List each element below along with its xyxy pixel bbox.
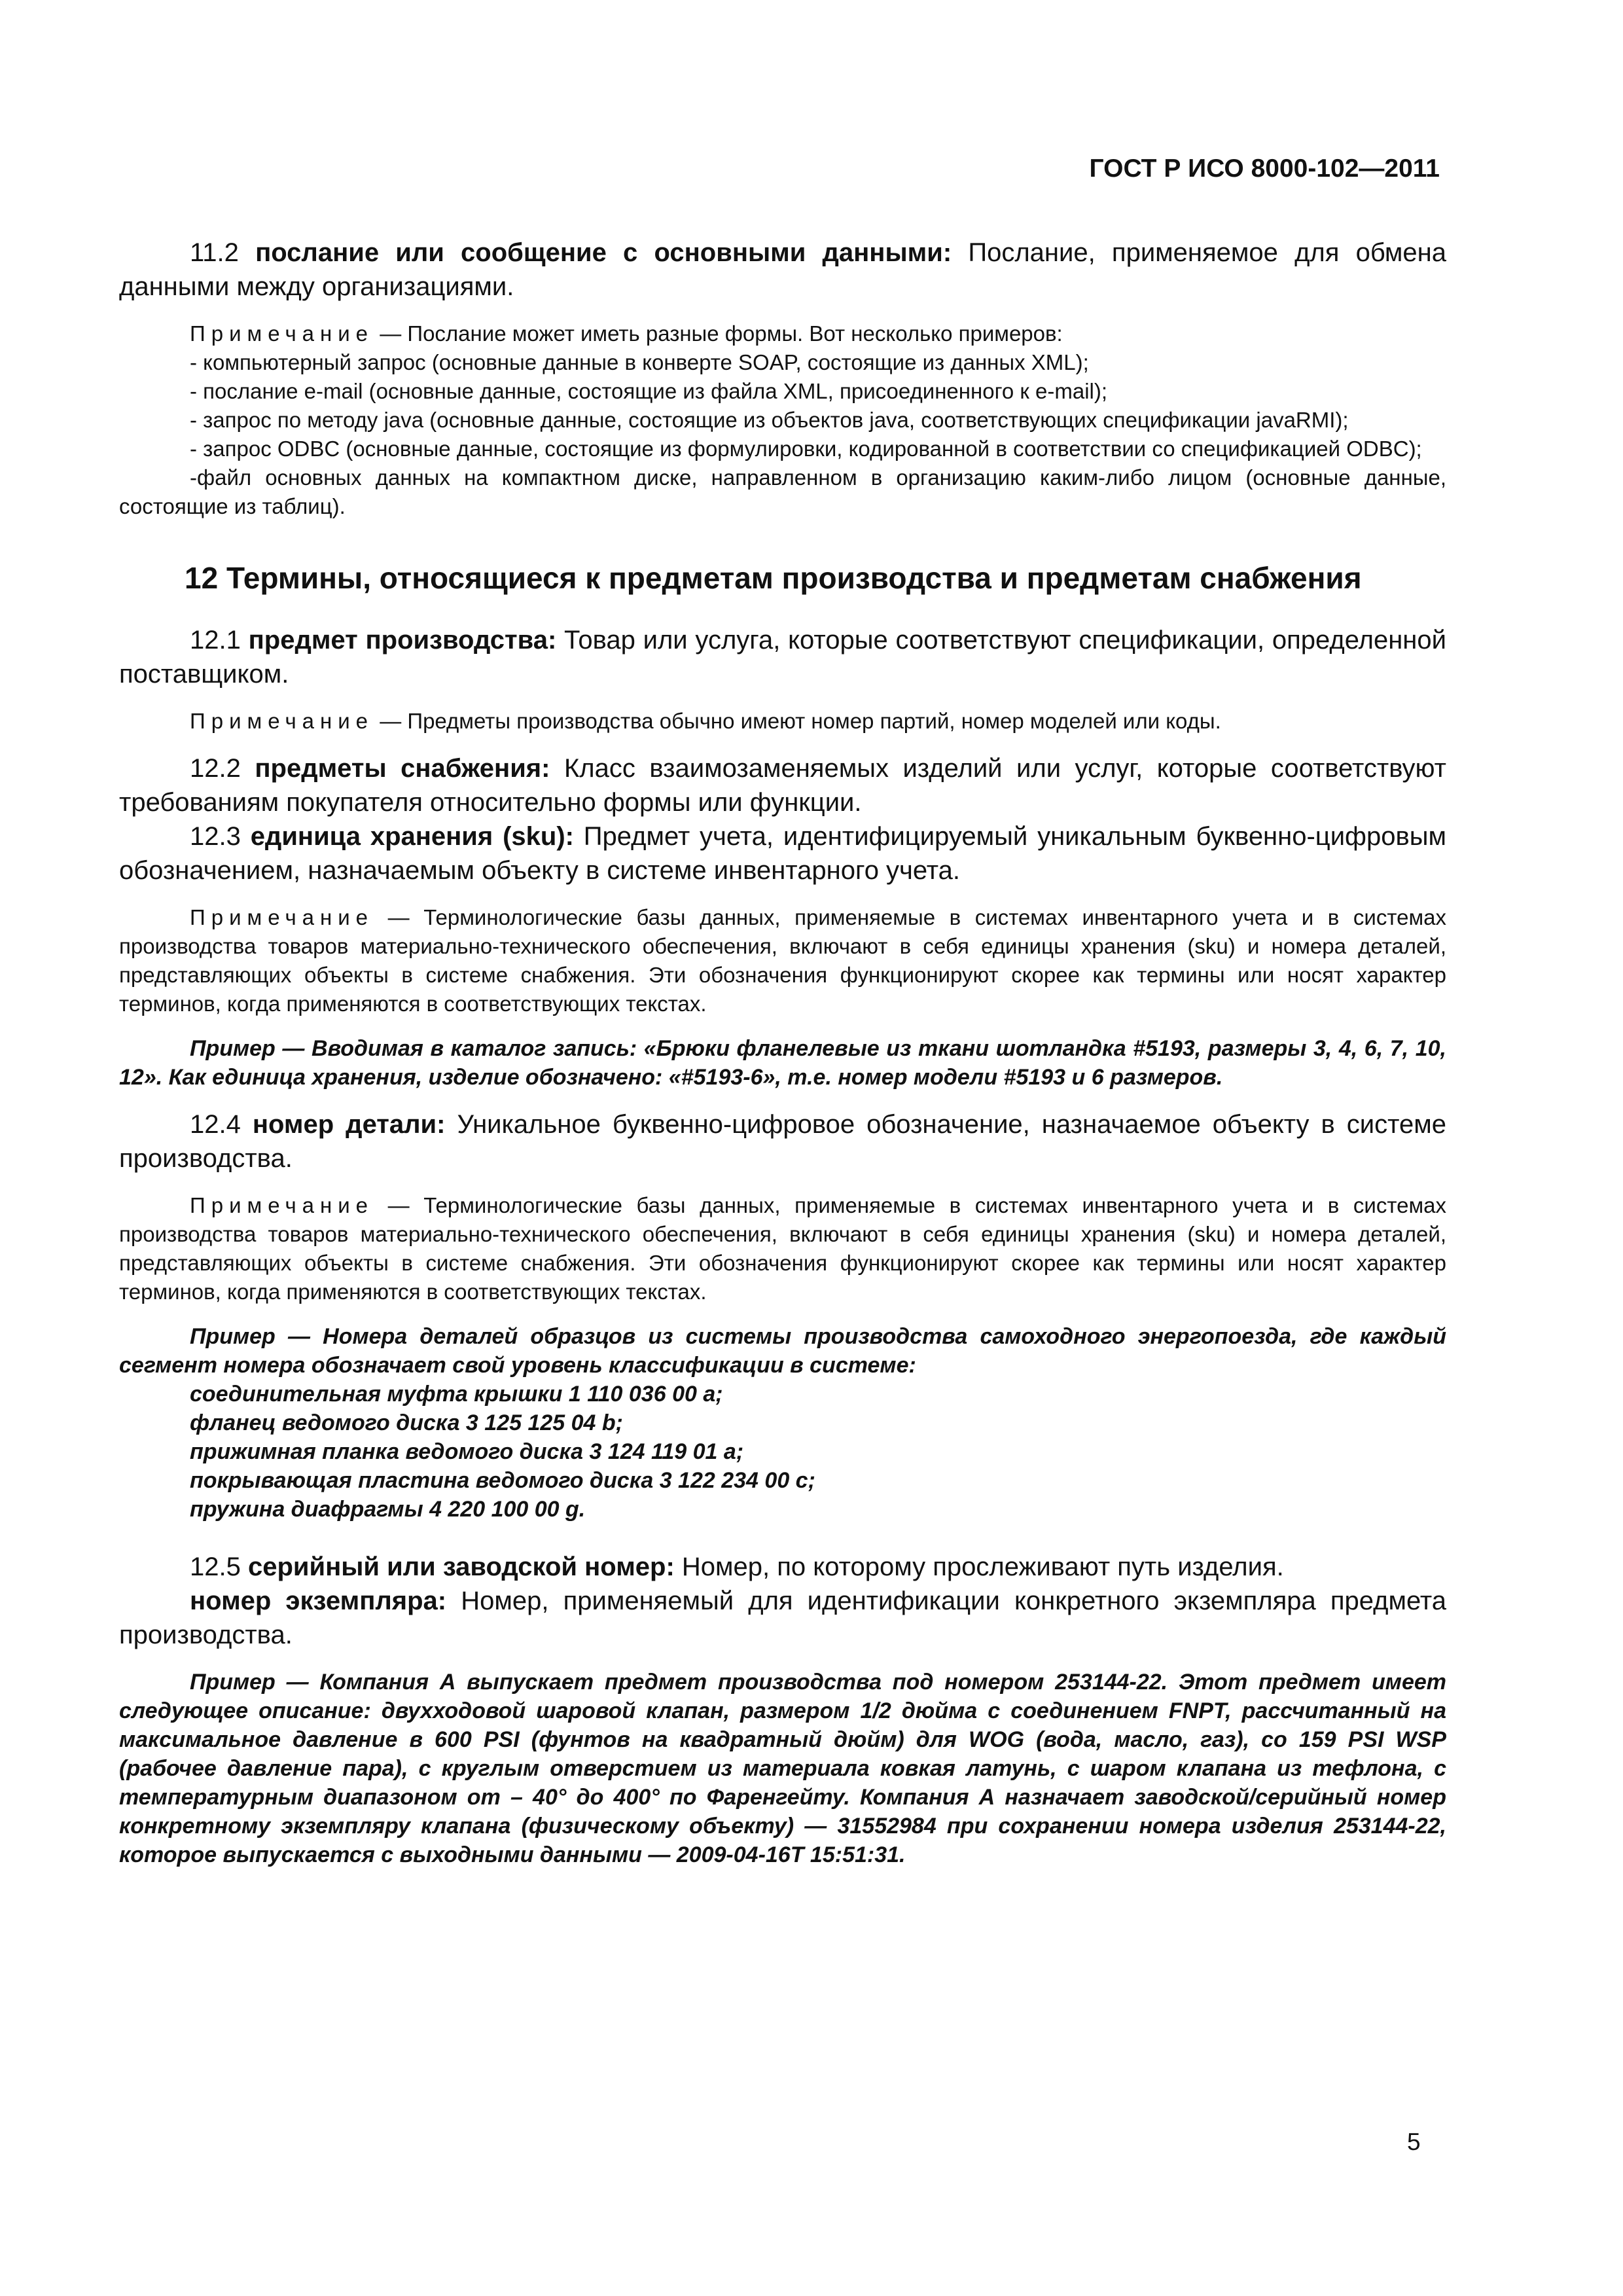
clause-12-1 (119, 623, 1446, 691)
note-label: Примечание (190, 905, 374, 929)
definition: Уникальное буквенно-цифровое обозначение, назначаемое объекту в системе производства. (119, 1110, 1446, 1173)
clause-12-5-synonym (119, 1584, 1446, 1652)
note-list-item: - запрос ODBC (основные данные, состоящие из формулировки, кодированной в соответствии со спецификацией ODBC); (190, 437, 1422, 461)
definition: Номер, по которому прослеживают путь изделия. (681, 1552, 1284, 1581)
example-12-4: Пример — Номера деталей образцов из системы производства самоходного энергопоезда, где каждый сегмент номера обозначает свой уровень классификации в системе: (119, 1324, 1446, 1378)
standard-designation: ГОСТ Р ИСО 8000-102—2011 (1089, 154, 1440, 183)
clause-number: 12.2 (190, 754, 241, 783)
definition: Товар или услуга, которые соответствуют спецификации, определенной поставщиком. (119, 626, 1446, 689)
page-content (119, 236, 1446, 1869)
term: послание или сообщение с основными данными: (255, 238, 952, 267)
clause-11-2 (119, 236, 1446, 304)
note-text: — Послание может иметь разные формы. Вот несколько примеров: (380, 321, 1063, 346)
section-heading: 12 Термины, относящиеся к предметам производства и предметам снабжения (185, 561, 1362, 595)
term: предметы снабжения: (255, 754, 550, 783)
clause-12-5 (119, 1550, 1446, 1584)
term: единица хранения (sku): (250, 822, 574, 851)
definition: Класс взаимозаменяемых изделий или услуг, которые соответствуют требованиям покупателя относительно формы или функции. (119, 754, 1446, 817)
example-12-5: Пример — Компания А выпускает предмет производства под номером 253144-22. Этот предмет имеет следующее описание: двухходовой шаровой клапан, размером 1/2 дюйма с соединением FNPT, рассчитанный на максимальное давление в 600 PSI (фунтов на квадратный дюйм) для WOG (вода, масло, газ), со 159 PSI WSP (рабочее давление пара), с круглым отверстием из материала ковкая латунь, с шаром клапана из тефлона, с температурным диапазоном от – 40° до 400° по Фаренгейту. Компания А назначает заводской/серийный номер конкретному экземпляру клапана (физическому объекту) — 31552984 при сохранении номера изделия 253144-22, которое выпускается с выходными данными — 2009-04-16T 15:51:31. (119, 1670, 1446, 1867)
note-12-1 (119, 707, 1446, 736)
example-item: фланец ведомого диска 3 125 125 04 b; (190, 1410, 623, 1435)
note-text: — Предметы производства обычно имеют номер партий, номер моделей или коды. (380, 709, 1221, 733)
clause-number: 12.5 (190, 1552, 241, 1581)
note-list-item: -файл основных данных на компактном диске, направленном в организацию каким-либо лицом (основные данные, состоящие из таблиц). (119, 465, 1446, 518)
definition: Послание, применяемое для обмена данными между организациями. (119, 238, 1446, 301)
note-label: Примечание (190, 321, 374, 346)
example-item: пружина диафрагмы 4 220 100 00 g. (190, 1497, 586, 1522)
term: номер детали: (252, 1110, 446, 1139)
example-item: покрывающая пластина ведомого диска 3 122 234 00 c; (190, 1468, 815, 1493)
term: серийный или заводской номер: (247, 1552, 675, 1581)
note-list-item: - компьютерный запрос (основные данные в конверте SOAP, состоящие из данных XML); (190, 350, 1089, 374)
note-12-4 (119, 1191, 1446, 1306)
definition: Номер, применяемый для идентификации конкретного экземпляра предмета производства. (119, 1587, 1446, 1649)
example-12-3: Пример — Вводимая в каталог запись: «Брюки фланелевые из ткани шотландка #5193, размеры 3, 4, 6, 7, 10, 12». Как единица хранения, изделие обозначено: «#5193-6», т.е. номер модели #5193 и 6 размеров. (119, 1036, 1446, 1090)
clause-12-2 (119, 751, 1446, 819)
page-number: 5 (1407, 2128, 1421, 2155)
note-11-2 (119, 319, 1446, 348)
example-item: соединительная муфта крышки 1 110 036 00 a; (190, 1382, 723, 1407)
clause-number: 12.1 (190, 626, 241, 655)
note-list-item: - запрос по методу java (основные данные, состоящие из объектов java, соответствующих спецификации javaRMI); (190, 408, 1349, 432)
clause-12-4 (119, 1107, 1446, 1175)
definition: Предмет учета, идентифицируемый уникальным буквенно-цифровым обозначением, назначаемым объекту в системе инвентарного учета. (119, 822, 1446, 885)
note-text: — Терминологические базы данных, применяемые в системах инвентарного учета и в системах производства товаров материально-технического обеспечения, включают в себя единицы хранения (sku) и номера деталей, представляющих объекты в системе снабжения. Эти обозначения функционируют скорее как термины или носят характер терминов, когда применяются в соответствующих текстах. (119, 1193, 1447, 1304)
note-12-3 (119, 903, 1446, 1018)
note-label: Примечание (190, 1193, 374, 1217)
term: номер экземпляра: (190, 1587, 447, 1615)
example-item: прижимная планка ведомого диска 3 124 119 01 a; (190, 1439, 744, 1464)
clause-number: 12.3 (190, 822, 241, 851)
clause-12-3 (119, 819, 1446, 888)
note-label: Примечание (190, 709, 374, 733)
clause-number: 11.2 (190, 238, 239, 267)
term: предмет производства: (248, 626, 557, 655)
clause-number: 12.4 (190, 1110, 241, 1139)
note-text: — Терминологические базы данных, применяемые в системах инвентарного учета и в системах производства товаров материально-технического обеспечения, включают в себя единицы хранения (sku) и номера деталей, представляющих объекты в системе снабжения. Эти обозначения функционируют скорее как термины или носят характер терминов, когда применяются в соответствующих текстах. (119, 905, 1447, 1016)
note-list-item: - послание e-mail (основные данные, состоящие из файла XML, присоединенного к e-mail); (190, 379, 1108, 403)
